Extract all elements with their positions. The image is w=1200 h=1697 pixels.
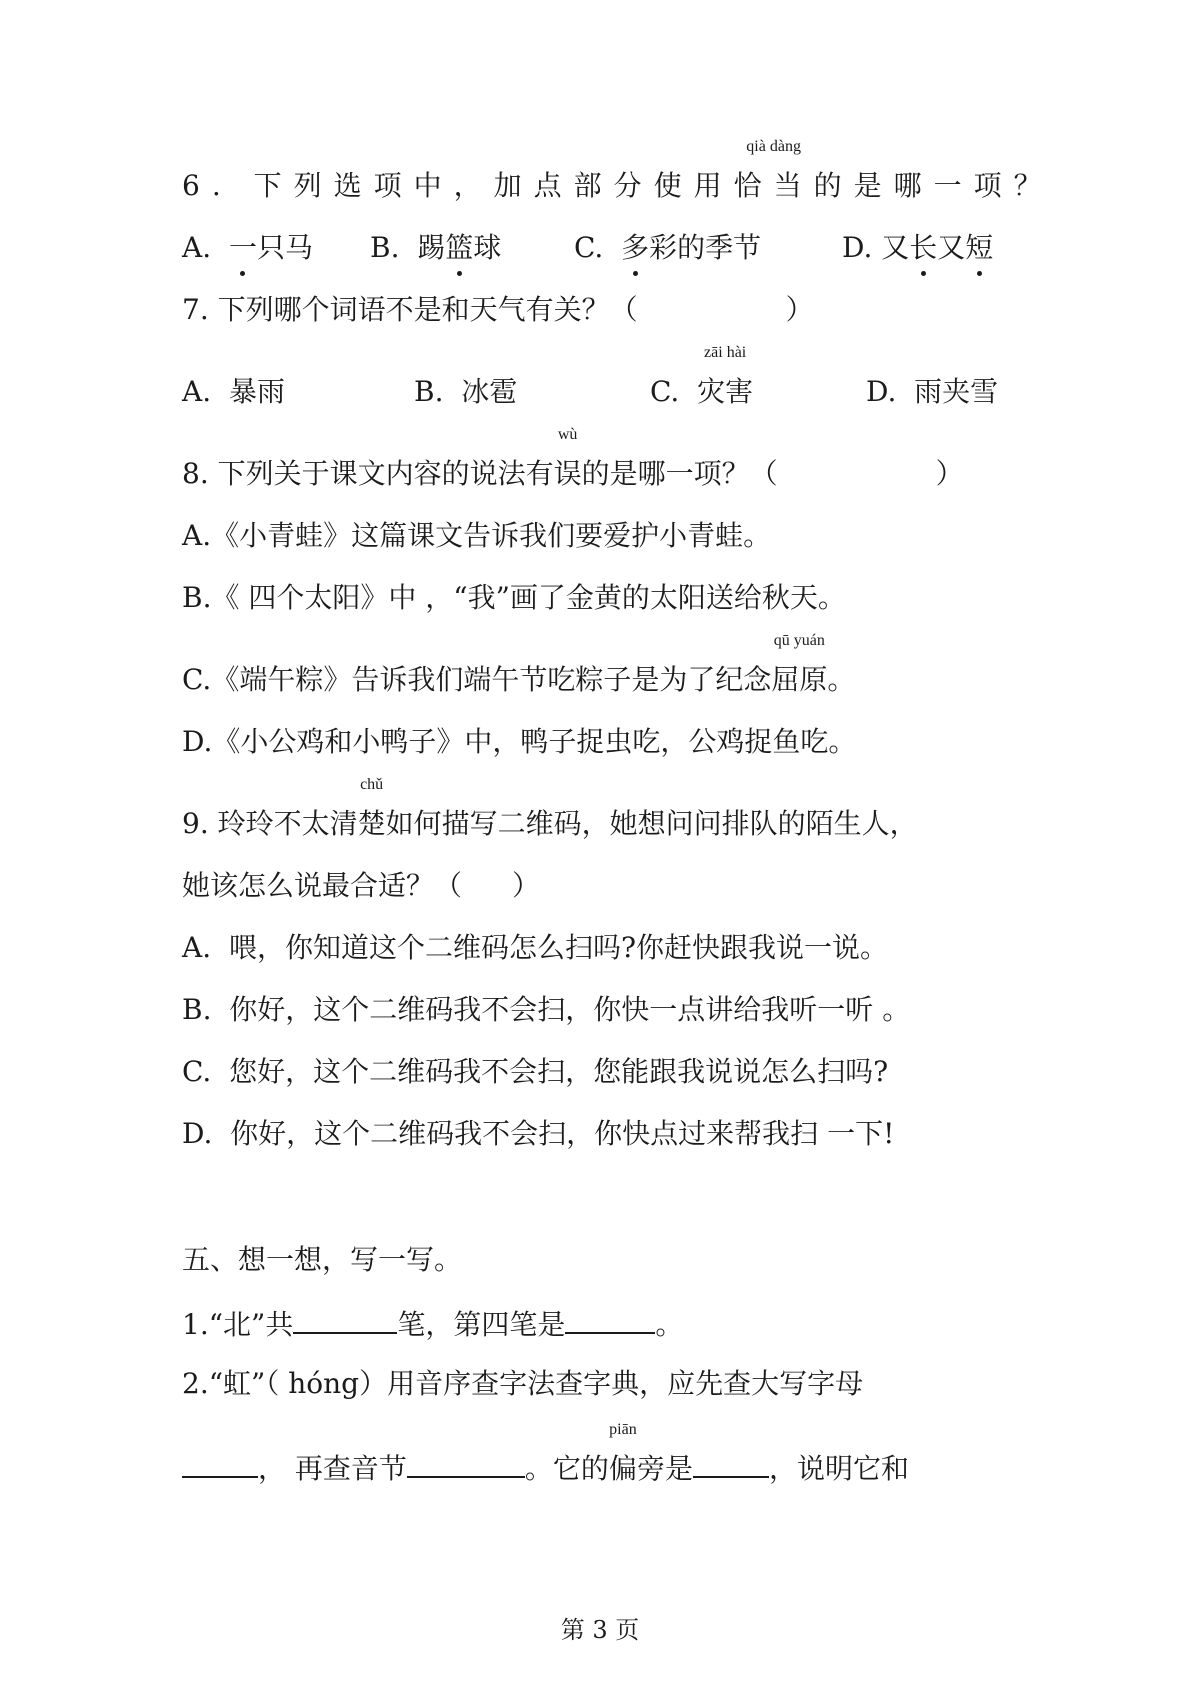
q6-ruby	[733, 138, 814, 206]
option-text: 《小青蛙》这篇课文告诉我们要爱护小青蛙。	[211, 519, 772, 552]
option-text: 《 四个太阳》中 ，“我”画了金黄的太阳送给秋天。	[211, 581, 846, 614]
q8-ruby-pinyin: wù	[557, 426, 578, 443]
q7-option-b[interactable]	[414, 372, 517, 412]
option-text-end: 。	[827, 663, 856, 696]
q7-option-c[interactable]	[650, 344, 754, 412]
option-label: B.	[370, 231, 400, 264]
item-text: ，说明它和	[768, 1452, 909, 1485]
q9-option-c[interactable]	[182, 1052, 1050, 1092]
option-text: 喂，你知道这个二维码怎么扫吗?你赶快跟我说一说。	[228, 931, 888, 964]
q6-option-c[interactable]: C. 多彩的季节	[574, 228, 761, 268]
q8-suffix: 的是哪一项？（	[581, 457, 778, 490]
item-text: 笔，第四笔是	[397, 1308, 566, 1341]
q9-ruby	[357, 776, 386, 844]
option-dotted-char: 篮	[445, 228, 473, 268]
q7-option-d[interactable]	[866, 372, 998, 412]
q9-ruby-text: 楚	[357, 807, 386, 840]
option-text: 您好，这个二维码我不会扫，您能跟我说说怎么扫吗?	[229, 1055, 889, 1088]
q8-option-d[interactable]	[182, 722, 1050, 762]
q9-option-d[interactable]	[182, 1114, 1050, 1154]
q6-ruby-text: 恰当	[733, 169, 814, 202]
option-ruby	[771, 632, 828, 700]
option-text: 你好，这个二维码我不会扫，你快一点讲给我听一听 。	[229, 993, 911, 1026]
option-label: D.	[866, 375, 897, 408]
s5-item-1	[182, 1302, 1050, 1345]
option-dotted-char: 短	[965, 228, 993, 268]
q6-suffix: 的是哪一项？	[813, 169, 1054, 202]
q7-close: ）	[785, 293, 814, 326]
item-text: 2.“虹”（ hóng）用音序查字法查字典，应先查大写字母	[182, 1367, 864, 1400]
option-label: B.	[182, 993, 212, 1026]
q6-option-a[interactable]: A. 一只马	[182, 228, 313, 268]
option-label: A.	[182, 231, 212, 264]
q8-prefix: 8. 下列关于课文内容的说法有	[182, 457, 554, 490]
q9-suffix: 如何描写二维码，她想问问排队的陌生人，	[385, 807, 918, 840]
option-label: C.	[182, 1055, 212, 1088]
option-pinyin: qū yuán	[773, 632, 825, 649]
s5-item-2	[182, 1364, 1050, 1404]
item-text: 1.“北”共	[182, 1308, 294, 1341]
item-ruby	[608, 1421, 637, 1489]
option-pinyin: zāi hài	[704, 344, 747, 361]
q7-text: 7. 下列哪个词语不是和天气有关？（	[182, 293, 638, 326]
q8-option-a[interactable]	[182, 516, 1050, 556]
q9-close: ）	[512, 869, 541, 902]
option-text: 冰雹	[461, 375, 518, 408]
page-number: 第 3 页	[560, 1616, 640, 1644]
option-label: D.	[182, 1117, 213, 1150]
q8-option-b[interactable]	[182, 578, 1050, 618]
option-dotted-char: 长	[909, 228, 937, 268]
item-pinyin: piān	[609, 1421, 637, 1438]
option-label: A.	[182, 519, 212, 552]
q9-line-2	[182, 866, 1050, 906]
q6-prefix: 6. 下列选项中，加点部分使用	[182, 169, 734, 202]
q6-option-d[interactable]: D. 又长又短	[842, 228, 993, 268]
option-dotted-char: 多	[621, 228, 649, 268]
option-text: 《小公鸡和小鸭子》中，鸭子捉虫吃，公鸡捉鱼吃。	[212, 725, 857, 758]
q8-ruby	[553, 426, 582, 494]
item-text: ， 再查音节	[258, 1452, 407, 1485]
option-text: 雨夹雪	[914, 375, 999, 408]
option-label: A.	[182, 931, 212, 964]
blank-field[interactable]	[182, 1446, 258, 1478]
option-ruby	[697, 344, 754, 412]
question-9	[182, 776, 1050, 844]
item-text: 。它的	[524, 1452, 609, 1485]
option-text: 暴雨	[228, 375, 285, 408]
option-text: 灾害	[697, 375, 754, 408]
q6-option-b[interactable]: B. 踢篮球	[370, 228, 501, 268]
blank-field[interactable]	[693, 1446, 769, 1478]
option-text: 你好，这个二维码我不会扫，你快点过来帮我扫 一下!	[230, 1117, 895, 1150]
option-text: 《端午粽》告诉我们端午节吃粽子是为了纪念	[211, 663, 772, 696]
item-text: 。	[655, 1308, 684, 1341]
blank-field[interactable]	[565, 1302, 655, 1334]
question-7	[182, 290, 1050, 330]
s5-item-2-line-2	[182, 1421, 1050, 1489]
option-label: C.	[182, 663, 212, 696]
option-label: C.	[574, 231, 604, 264]
item-ruby-text: 偏	[608, 1452, 637, 1485]
q9-option-b[interactable]	[182, 990, 1050, 1030]
q9-line2-text: 她该怎么说最合适？（	[182, 869, 463, 902]
blank-field[interactable]	[293, 1302, 397, 1334]
blank-field[interactable]	[407, 1446, 525, 1478]
q9-ruby-pinyin: chǔ	[360, 776, 384, 793]
section-5-title	[182, 1240, 1050, 1280]
option-label: B.	[414, 375, 444, 408]
question-8	[182, 426, 1050, 494]
question-6	[182, 138, 1054, 206]
q7-option-a[interactable]	[182, 372, 285, 412]
q8-close: ）	[935, 457, 964, 490]
q6-ruby-pinyin: qià dàng	[746, 138, 801, 155]
option-label: D.	[182, 725, 213, 758]
option-label: C.	[650, 375, 680, 408]
option-label: B.	[182, 581, 212, 614]
option-label: A.	[182, 375, 212, 408]
q9-option-a[interactable]	[182, 928, 1050, 968]
q8-ruby-text: 误	[553, 457, 582, 490]
option-label: D.	[842, 231, 873, 264]
q8-option-c[interactable]	[182, 632, 1050, 700]
section-title: 五、想一想，写一写。	[182, 1243, 463, 1276]
option-ruby-text: 屈原	[771, 663, 828, 696]
q9-prefix: 9. 玲玲不太清	[182, 807, 358, 840]
option-dotted-char: 一	[229, 228, 257, 268]
item-text: 旁是	[636, 1452, 693, 1485]
